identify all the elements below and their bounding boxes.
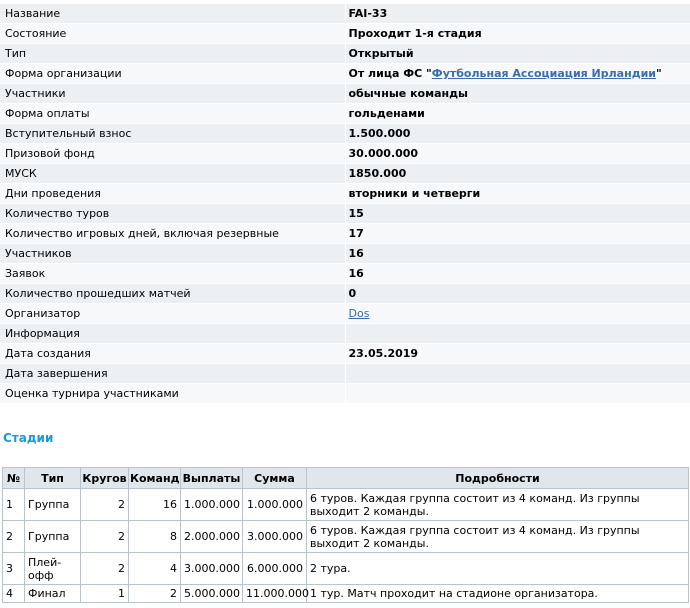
info-label: Информация bbox=[0, 324, 345, 344]
info-value bbox=[345, 64, 690, 84]
info-value: 15 bbox=[345, 204, 690, 224]
info-label: Форма организации bbox=[0, 64, 345, 84]
info-value: FAI-33 bbox=[345, 4, 690, 24]
info-value: обычные команды bbox=[345, 84, 690, 104]
info-value: гольденами bbox=[345, 104, 690, 124]
info-value: 17 bbox=[345, 224, 690, 244]
info-row-organizer bbox=[0, 304, 690, 324]
stage-sum: 3.000.000 bbox=[243, 521, 307, 553]
info-label: Форма оплаты bbox=[0, 104, 345, 124]
info-value: 30.000.000 bbox=[345, 144, 690, 164]
info-label: Количество туров bbox=[0, 204, 345, 224]
stage-teams: 4 bbox=[129, 553, 181, 585]
info-label: Вступительный взнос bbox=[0, 124, 345, 144]
info-row-payment-form bbox=[0, 104, 690, 124]
stage-payouts: 5.000.000 bbox=[181, 585, 243, 603]
info-row-musk bbox=[0, 164, 690, 184]
stages-heading: Стадии bbox=[3, 431, 54, 445]
info-row-type bbox=[0, 44, 690, 64]
tournament-info-table bbox=[0, 4, 690, 404]
stage-rounds: 2 bbox=[81, 553, 129, 585]
stage-sum: 1.000.000 bbox=[243, 489, 307, 521]
stage-number: 2 bbox=[3, 521, 25, 553]
stage-type: Группа bbox=[25, 521, 81, 553]
info-row-name bbox=[0, 4, 690, 24]
org-form-prefix: От лица ФС " bbox=[348, 67, 432, 80]
col-header-sum: Сумма bbox=[243, 468, 307, 489]
stage-details: 1 тур. Матч проходит на стадионе организатора. bbox=[307, 585, 689, 603]
info-label: Количество прошедших матчей bbox=[0, 284, 345, 304]
stage-teams: 8 bbox=[129, 521, 181, 553]
info-value bbox=[345, 384, 690, 404]
info-value: вторники и четверги bbox=[345, 184, 690, 204]
info-label: Количество игровых дней, включая резервные bbox=[0, 224, 345, 244]
table-row bbox=[3, 521, 689, 553]
stage-rounds: 1 bbox=[81, 585, 129, 603]
info-label: Дата создания bbox=[0, 344, 345, 364]
stage-type: Группа bbox=[25, 489, 81, 521]
table-row bbox=[3, 553, 689, 585]
stage-type: Плей-офф bbox=[25, 553, 81, 585]
info-label: Участников bbox=[0, 244, 345, 264]
federation-link[interactable]: Футбольная Ассоциация Ирландии bbox=[431, 67, 657, 80]
stage-details: 6 туров. Каждая группа состоит из 4 команд. Из группы выходит 2 команды. bbox=[307, 521, 689, 553]
stage-type: Финал bbox=[25, 585, 81, 603]
info-row-applications bbox=[0, 264, 690, 284]
info-label: Название bbox=[0, 4, 345, 24]
info-value: 23.05.2019 bbox=[345, 344, 690, 364]
col-header-details: Подробности bbox=[307, 468, 689, 489]
stage-payouts: 2.000.000 bbox=[181, 521, 243, 553]
info-value: 16 bbox=[345, 244, 690, 264]
info-row-finished bbox=[0, 364, 690, 384]
info-label: Дата завершения bbox=[0, 364, 345, 384]
col-header-type: Тип bbox=[25, 468, 81, 489]
stage-teams: 2 bbox=[129, 585, 181, 603]
info-label: Заявок bbox=[0, 264, 345, 284]
info-row-participants-type bbox=[0, 84, 690, 104]
info-value: Открытый bbox=[345, 44, 690, 64]
stage-details: 2 тура. bbox=[307, 553, 689, 585]
info-row-days bbox=[0, 184, 690, 204]
stage-sum: 6.000.000 bbox=[243, 553, 307, 585]
info-label: МУСК bbox=[0, 164, 345, 184]
info-row-created bbox=[0, 344, 690, 364]
org-form-suffix: " bbox=[656, 67, 662, 80]
info-label: Участники bbox=[0, 84, 345, 104]
stage-number: 3 bbox=[3, 553, 25, 585]
info-label: Тип bbox=[0, 44, 345, 64]
col-header-teams: Команд bbox=[129, 468, 181, 489]
stage-payouts: 1.000.000 bbox=[181, 489, 243, 521]
info-label: Состояние bbox=[0, 24, 345, 44]
info-value bbox=[345, 304, 690, 324]
col-header-rounds: Кругов bbox=[81, 468, 129, 489]
info-value: 1.500.000 bbox=[345, 124, 690, 144]
stage-rounds: 2 bbox=[81, 489, 129, 521]
info-label: Организатор bbox=[0, 304, 345, 324]
organizer-link[interactable]: Dos bbox=[348, 307, 370, 320]
info-row-entry-fee bbox=[0, 124, 690, 144]
info-row-rounds-count bbox=[0, 204, 690, 224]
info-row-organization-form bbox=[0, 64, 690, 84]
info-row-prize-fund bbox=[0, 144, 690, 164]
info-value: 16 bbox=[345, 264, 690, 284]
stage-payouts: 3.000.000 bbox=[181, 553, 243, 585]
info-row-information bbox=[0, 324, 690, 344]
stage-rounds: 2 bbox=[81, 521, 129, 553]
info-row-state bbox=[0, 24, 690, 44]
info-value: 1850.000 bbox=[345, 164, 690, 184]
info-value bbox=[345, 324, 690, 344]
stage-number: 4 bbox=[3, 585, 25, 603]
stage-details: 6 туров. Каждая группа состоит из 4 команд. Из группы выходит 2 команды. bbox=[307, 489, 689, 521]
stages-header-row bbox=[3, 468, 689, 489]
info-label: Дни проведения bbox=[0, 184, 345, 204]
table-row bbox=[3, 489, 689, 521]
stages-table bbox=[2, 467, 689, 603]
stage-teams: 16 bbox=[129, 489, 181, 521]
info-value: Проходит 1-я стадия bbox=[345, 24, 690, 44]
info-row-participants bbox=[0, 244, 690, 264]
stage-sum: 11.000.000 bbox=[243, 585, 307, 603]
info-row-rating bbox=[0, 384, 690, 404]
col-header-payouts: Выплаты bbox=[181, 468, 243, 489]
info-value: 0 bbox=[345, 284, 690, 304]
table-row bbox=[3, 585, 689, 603]
info-value bbox=[345, 364, 690, 384]
info-label: Оценка турнира участниками bbox=[0, 384, 345, 404]
stage-number: 1 bbox=[3, 489, 25, 521]
info-row-game-days bbox=[0, 224, 690, 244]
info-row-matches-played bbox=[0, 284, 690, 304]
col-header-number: № bbox=[3, 468, 25, 489]
info-label: Призовой фонд bbox=[0, 144, 345, 164]
